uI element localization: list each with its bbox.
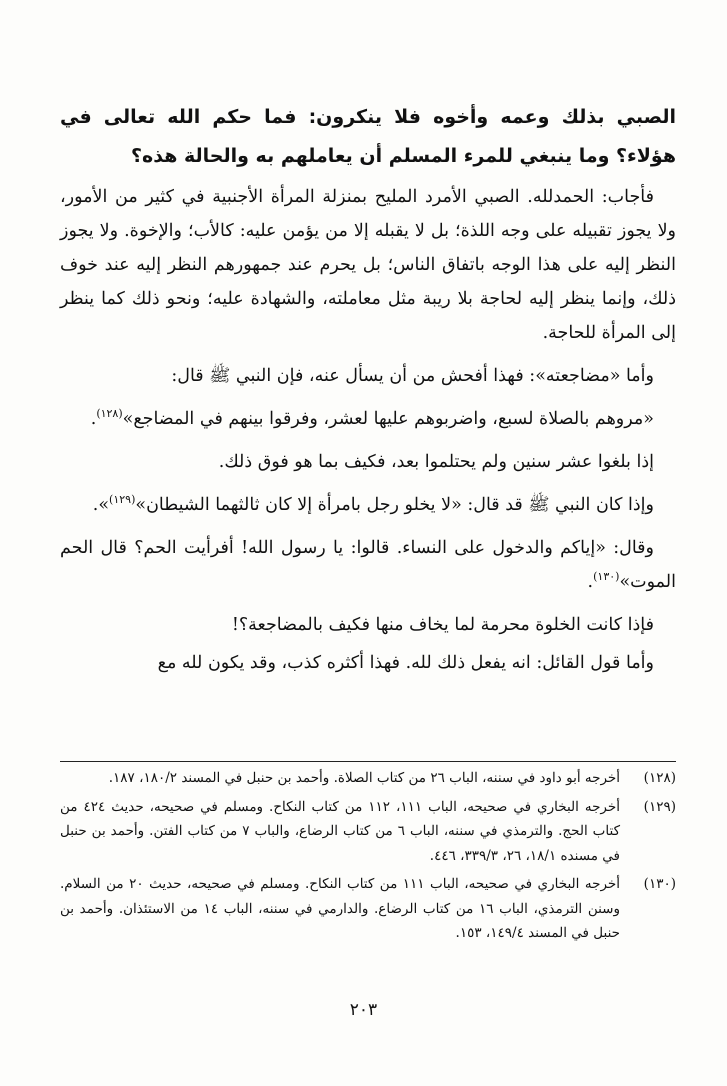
- footnote-ref-130: (١٣٠): [593, 570, 620, 584]
- seclusion-conclusion-paragraph: فإذا كانت الخلوة محرمة لما يخاف منها فكيف بالمضاجعة؟!: [231, 615, 654, 635]
- footnote-text: أخرجه البخاري في صحيحه، الباب ١١١ من كتاب النكاح. ومسلم في صحيحه، حديث ٢٠ من السلام. وسنن الترمذي، الباب ١٦ من كتاب الرضاع. والدارمي في سننه، الباب ١٤ من الاستئذان. وأحمد بن حنبل في المسند ١٤٩/٤، ١٥٣.: [60, 876, 620, 941]
- footnote-number: (١٣٠): [643, 876, 676, 892]
- footnote-divider: [60, 761, 676, 762]
- footnote-number: (١٢٩): [643, 798, 676, 815]
- footnote: [60, 766, 676, 791]
- main-text: [60, 98, 676, 680]
- question-heading: الصبي بذلك وعمه وأخوه فلا ينكرون: فما حكم الله تعالى في هؤلاء؟ وما ينبغي للمرء المسلم أن يعاملهم به والحالة هذه؟: [60, 106, 676, 167]
- footnote: [60, 872, 676, 946]
- footnote-ref-129: (١٢٩): [109, 493, 136, 507]
- hadith-in-law: [60, 531, 676, 599]
- hadith-prayer: [60, 402, 676, 436]
- footnotes: [60, 766, 676, 950]
- age-paragraph: إذا بلغوا عشر سنين ولم يحتلموا بعد، فكيف بما هو فوق ذلك.: [218, 452, 654, 472]
- footnote-ref-128: (١٢٨): [96, 407, 123, 421]
- footnote-number: (١٢٨): [643, 770, 676, 786]
- closing-paragraph: وأما قول القائل: انه يفعل ذلك لله. فهذا أكثره كذب، وقد يكون لله مع: [157, 653, 654, 673]
- hadith-prayer-text: «مروهم بالصلاة لسبع، واضربوهم عليها لعشر، وفرقوا بينهم في المضاجع»: [122, 409, 654, 429]
- hadith-seclusion-end: ».: [92, 495, 110, 515]
- footnote-text: أخرجه البخاري في صحيحه، الباب ١١١، ١١٢ من كتاب النكاح. ومسلم في صحيحه، حديث ٤٢٤ من كتاب الحج. والترمذي في سننه، الباب ٦ من كتاب الرضاع، والباب ٧ من كتاب الفتن. وأحمد بن حنبل في مسنده ١٨/١، ٢٦، ٣٣٩/٣، ٤٤٦.: [60, 798, 621, 864]
- page-number: ٢٠٣: [349, 1000, 378, 1020]
- sleeping-together-paragraph: وأما «مضاجعته»: فهذا أفحش من أن يسأل عنه، فإن النبي ﷺ قال:: [171, 366, 654, 386]
- hadith-seclusion-text: وإذا كان النبي ﷺ قد قال: «لا يخلو رجل بامرأة إلا كان ثالثهما الشيطان»: [135, 495, 654, 515]
- footnote-text: أخرجه أبو داود في سننه، الباب ٢٦ من كتاب الصلاة. وأحمد بن حنبل في المسند ١٨٠/٢، ١٨٧.: [108, 770, 620, 786]
- hadith-seclusion: [60, 488, 676, 522]
- hadith-in-law-text: وقال: «إياكم والدخول على النساء. قالوا: يا رسول الله! أفرأيت الحم؟ قال الحم الموت»: [60, 538, 676, 592]
- answer-paragraph: فأجاب: الحمدلله. الصبي الأمرد المليح بمنزلة المرأة الأجنبية في كثير من الأمور، ولا يجوز تقبيله على وجه اللذة؛ بل لا يقبله إلا من يؤمن عليه: كالأب؛ والإخوة. ولا يجوز النظر إليه على هذا الوجه باتفاق الناس؛ بل يحرم عند جمهورهم النظر إليه عند خوف ذلك، وإنما ينظر إليه لحاجة بلا ريبة مثل معاملته، والشهادة عليه؛ ونحو ذلك كما ينظر إلى المرأة للحاجة.: [60, 187, 676, 343]
- footnote: [60, 795, 676, 869]
- hadith-in-law-end: .: [587, 572, 594, 592]
- hadith-prayer-end: .: [90, 409, 97, 429]
